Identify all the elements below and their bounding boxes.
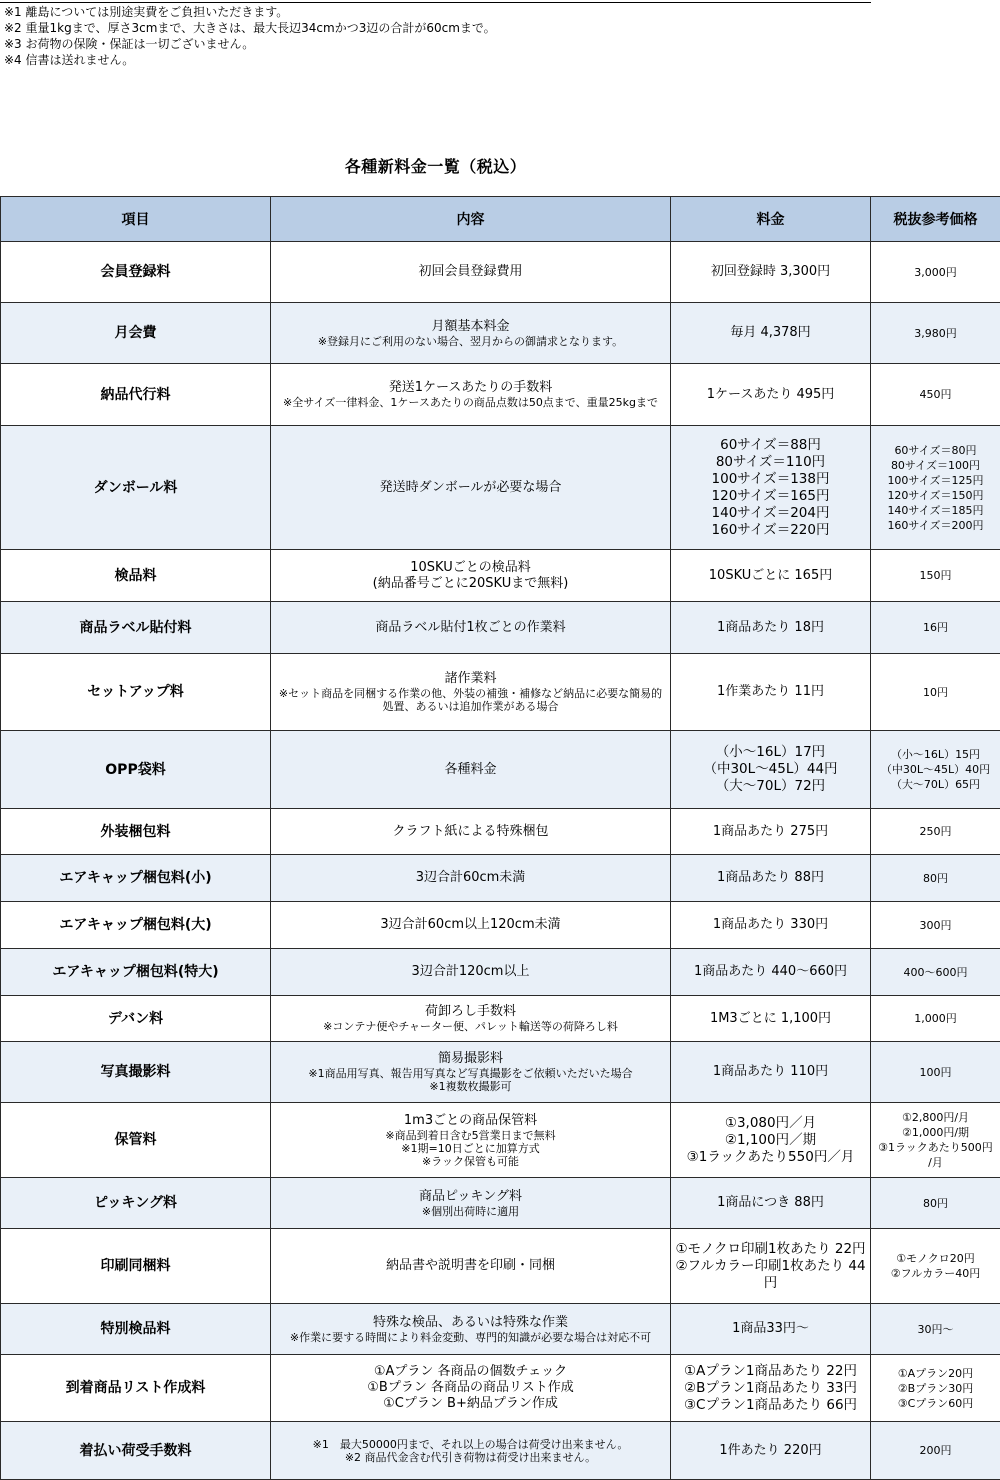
cell-item: 外装梱包料 (1, 809, 271, 855)
cell-item: 到着商品リスト作成料 (1, 1355, 271, 1422)
tax-excluded-line: 450円 (875, 387, 996, 402)
content-main: 納品書や説明書を印刷・同梱 (275, 1258, 666, 1274)
price-line: ③1ラックあたり550円／月 (675, 1149, 866, 1166)
table-row (1, 996, 1000, 1042)
cell-price (671, 550, 871, 602)
table-row (1, 1304, 1000, 1355)
tax-excluded-line: ②Bプラン30円 (875, 1381, 996, 1396)
table-row (1, 1178, 1000, 1229)
tax-excluded-line: 120サイズ＝150円 (875, 488, 996, 503)
cell-price (671, 809, 871, 855)
table-row (1, 550, 1000, 602)
cell-tax-excluded (871, 1229, 1000, 1304)
tax-excluded-line: 1,000円 (875, 1011, 996, 1026)
cell-content (271, 426, 671, 550)
tax-excluded-line: 160サイズ＝200円 (875, 518, 996, 533)
footnotes (4, 4, 496, 68)
price-line: （中30L～45L）44円 (675, 761, 866, 778)
tax-excluded-line: 80円 (875, 871, 996, 886)
cell-item: 納品代行料 (1, 364, 271, 426)
price-line: 1商品あたり 18円 (675, 620, 866, 636)
tax-excluded-line: 3,980円 (875, 326, 996, 341)
cell-content (271, 1178, 671, 1229)
price-line: 60サイズ＝88円 (675, 437, 866, 454)
tax-excluded-line: 16円 (875, 620, 996, 635)
price-line: 10SKUごとに 165円 (675, 568, 866, 584)
cell-price (671, 949, 871, 996)
cell-content (271, 1304, 671, 1355)
cell-tax-excluded (871, 1304, 1000, 1355)
tax-excluded-line: 30円～ (875, 1322, 996, 1337)
cell-item: 検品料 (1, 550, 271, 602)
cell-content (271, 364, 671, 426)
price-line: 1商品あたり 110円 (675, 1064, 866, 1080)
table-row (1, 364, 1000, 426)
cell-price (671, 1042, 871, 1103)
table-row (1, 731, 1000, 809)
tax-excluded-line: ①Aプラン20円 (875, 1366, 996, 1381)
cell-price (671, 1103, 871, 1178)
cell-item: エアキャップ梱包料(大) (1, 902, 271, 949)
price-line: ②Bプラン1商品あたり 33円 (675, 1380, 866, 1397)
content-main: 10SKUごとの検品料 (275, 560, 666, 576)
price-line: （小～16L）17円 (675, 744, 866, 761)
cell-item: 商品ラベル貼付料 (1, 602, 271, 654)
cell-price (671, 996, 871, 1042)
tax-excluded-line: ②フルカラー40円 (875, 1266, 996, 1281)
cell-item: 着払い荷受手数料 (1, 1422, 271, 1480)
top-rule (0, 2, 871, 3)
tax-excluded-line: ③1ラックあたり500円 (875, 1140, 996, 1155)
cell-tax-excluded (871, 654, 1000, 731)
header-price: 料金 (671, 197, 871, 242)
price-line: 毎月 4,378円 (675, 325, 866, 341)
cell-item: エアキャップ梱包料(特大) (1, 949, 271, 996)
cell-price (671, 602, 871, 654)
tax-excluded-line: 80サイズ＝100円 (875, 458, 996, 473)
cell-content (271, 1042, 671, 1103)
price-line: 1商品あたり 275円 (675, 824, 866, 840)
cell-tax-excluded (871, 426, 1000, 550)
content-note: ※コンテナ便やチャーター便、パレット輸送等の荷降ろし料 (275, 1020, 666, 1033)
cell-tax-excluded (871, 731, 1000, 809)
content-main: 諸作業料 (275, 671, 666, 687)
content-main: 商品ピッキング料 (275, 1189, 666, 1205)
price-line: ②1,100円／期 (675, 1132, 866, 1149)
cell-content (271, 902, 671, 949)
content-note: ※登録月にご利用のない場合、翌月からの御請求となります。 (275, 335, 666, 348)
content-main: 荷卸ろし手数料 (275, 1004, 666, 1020)
cell-price (671, 1229, 871, 1304)
cell-item: 月会費 (1, 303, 271, 364)
cell-content (271, 242, 671, 303)
cell-tax-excluded (871, 1422, 1000, 1480)
cell-tax-excluded (871, 364, 1000, 426)
cell-tax-excluded (871, 303, 1000, 364)
content-note: ※1期=10日ごとに加算方式 (275, 1142, 666, 1155)
price-line: 初回登録時 3,300円 (675, 264, 866, 280)
content-note: ※1複数枚撮影可 (275, 1080, 666, 1093)
content-main: クラフト紙による特殊梱包 (275, 824, 666, 840)
cell-tax-excluded (871, 1042, 1000, 1103)
cell-item: 保管料 (1, 1103, 271, 1178)
cell-price (671, 1304, 871, 1355)
cell-content (271, 654, 671, 731)
cell-tax-excluded (871, 1178, 1000, 1229)
price-line: 1商品あたり 88円 (675, 870, 866, 886)
content-note: ※商品到着日含む5営業日まで無料 (275, 1129, 666, 1142)
cell-content (271, 303, 671, 364)
content-main: 特殊な検品、あるいは特殊な作業 (275, 1315, 666, 1331)
cell-price (671, 1355, 871, 1422)
table-row (1, 303, 1000, 364)
price-line: 140サイズ＝204円 (675, 505, 866, 522)
cell-price (671, 1178, 871, 1229)
cell-tax-excluded (871, 902, 1000, 949)
table-row (1, 949, 1000, 996)
content-note: ※2 商品代金含む代引き荷物は荷受け出来ません。 (275, 1451, 666, 1464)
cell-price (671, 855, 871, 902)
price-line: ①モノクロ印刷1枚あたり 22円 (675, 1241, 866, 1258)
price-line: 1作業あたり 11円 (675, 684, 866, 700)
price-line: ①3,080円／月 (675, 1115, 866, 1132)
price-line: 80サイズ＝110円 (675, 454, 866, 471)
table-row (1, 1103, 1000, 1178)
table-row (1, 902, 1000, 949)
price-line: 1商品33円～ (675, 1321, 866, 1337)
tax-excluded-line: ①モノクロ20円 (875, 1251, 996, 1266)
cell-content (271, 1422, 671, 1480)
content-main: 発送1ケースあたりの手数料 (275, 380, 666, 396)
price-line: ②フルカラー印刷1枚あたり 44 (675, 1258, 866, 1275)
cell-price (671, 654, 871, 731)
table-row (1, 426, 1000, 550)
cell-tax-excluded (871, 602, 1000, 654)
tax-excluded-line: （大～70L）65円 (875, 777, 996, 792)
price-line: 100サイズ＝138円 (675, 471, 866, 488)
content-main: 3辺合計60cm未満 (275, 870, 666, 886)
tax-excluded-line: 300円 (875, 918, 996, 933)
content-note: ①Bプラン 各商品の商品リスト作成 (275, 1380, 666, 1396)
cell-content (271, 602, 671, 654)
price-line: 1件あたり 220円 (675, 1443, 866, 1459)
content-note: ※1商品用写真、報告用写真など写真撮影をご依頼いただいた場合 (275, 1067, 666, 1080)
tax-excluded-line: 200円 (875, 1443, 996, 1458)
footnote-4: ※4 信書は送れません。 (4, 52, 496, 68)
cell-tax-excluded (871, 1103, 1000, 1178)
table-row (1, 602, 1000, 654)
fee-table (0, 196, 1000, 1480)
tax-excluded-line: /月 (875, 1155, 996, 1170)
table-row (1, 809, 1000, 855)
cell-content (271, 1355, 671, 1422)
cell-tax-excluded (871, 550, 1000, 602)
price-line: ①Aプラン1商品あたり 22円 (675, 1363, 866, 1380)
cell-tax-excluded (871, 855, 1000, 902)
price-line: ③Cプラン1商品あたり 66円 (675, 1397, 866, 1414)
content-note: ※ラック保管も可能 (275, 1155, 666, 1168)
table-row (1, 1355, 1000, 1422)
cell-item: 特別検品料 (1, 1304, 271, 1355)
cell-item: 印刷同梱料 (1, 1229, 271, 1304)
content-main: 各種料金 (275, 762, 666, 778)
content-main: 商品ラベル貼付1枚ごとの作業料 (275, 620, 666, 636)
tax-excluded-line: 80円 (875, 1196, 996, 1211)
cell-tax-excluded (871, 242, 1000, 303)
cell-price (671, 303, 871, 364)
cell-tax-excluded (871, 1355, 1000, 1422)
cell-tax-excluded (871, 996, 1000, 1042)
content-main: 簡易撮影料 (275, 1051, 666, 1067)
tax-excluded-line: 150円 (875, 568, 996, 583)
price-line: 1ケースあたり 495円 (675, 387, 866, 403)
cell-item: 写真撮影料 (1, 1042, 271, 1103)
footnote-2: ※2 重量1kgまで、厚さ3cmまで、大きさは、最大長辺34cmかつ3辺の合計が60cmまで。 (4, 20, 496, 36)
cell-item: デバン料 (1, 996, 271, 1042)
content-main: 初回会員登録費用 (275, 264, 666, 280)
cell-item: OPP袋料 (1, 731, 271, 809)
cell-price (671, 364, 871, 426)
footnote-3: ※3 お荷物の保険・保証は一切ございません。 (4, 36, 496, 52)
tax-excluded-line: 3,000円 (875, 265, 996, 280)
price-line: 円 (675, 1275, 866, 1292)
content-main: 3辺合計60cm以上120cm未満 (275, 917, 666, 933)
tax-excluded-line: 140サイズ＝185円 (875, 503, 996, 518)
table-header-row (1, 197, 1000, 242)
content-main: 発送時ダンボールが必要な場合 (275, 480, 666, 496)
tax-excluded-line: ②1,000円/期 (875, 1125, 996, 1140)
content-main: ※1 最大50000円まで、それ以上の場合は荷受け出来ません。 (275, 1438, 666, 1451)
table-row (1, 855, 1000, 902)
content-note: ①Cプラン B+納品プラン作成 (275, 1396, 666, 1412)
table-row (1, 654, 1000, 731)
content-note: ※個別出荷時に適用 (275, 1205, 666, 1218)
table-row (1, 1229, 1000, 1304)
cell-content (271, 855, 671, 902)
content-note: ※作業に要する時間により料金変動、専門的知識が必要な場合は対応不可 (275, 1331, 666, 1344)
price-line: 1M3ごとに 1,100円 (675, 1011, 866, 1027)
price-line: 1商品あたり 440～660円 (675, 964, 866, 980)
cell-price (671, 902, 871, 949)
content-note: ※全サイズ一律料金、1ケースあたりの商品点数は50点まで、重量25kgまで (275, 396, 666, 409)
tax-excluded-line: 100円 (875, 1065, 996, 1080)
cell-content (271, 996, 671, 1042)
cell-price (671, 731, 871, 809)
content-note: ※セット商品を同梱する作業の他、外装の補強・補修など納品に必要な簡易的処置、あるいは追加作業がある場合 (275, 687, 666, 713)
cell-content (271, 731, 671, 809)
cell-content (271, 809, 671, 855)
table-row (1, 1042, 1000, 1103)
tax-excluded-line: （中30L～45L）40円 (875, 762, 996, 777)
footnote-1: ※1 離島については別途実費をご負担いただきます。 (4, 4, 496, 20)
table-row (1, 1422, 1000, 1480)
tax-excluded-line: 250円 (875, 824, 996, 839)
price-line: 1商品につき 88円 (675, 1195, 866, 1211)
cell-item: ピッキング料 (1, 1178, 271, 1229)
table-body (1, 242, 1000, 1480)
cell-content (271, 949, 671, 996)
cell-item: セットアップ料 (1, 654, 271, 731)
tax-excluded-line: 100サイズ＝125円 (875, 473, 996, 488)
cell-tax-excluded (871, 949, 1000, 996)
content-main: 3辺合計120cm以上 (275, 964, 666, 980)
content-main: 月額基本料金 (275, 319, 666, 335)
tax-excluded-line: 60サイズ＝80円 (875, 443, 996, 458)
content-main: 1m3ごとの商品保管料 (275, 1113, 666, 1129)
page-title: 各種新料金一覧（税込） (0, 154, 871, 177)
table-row (1, 242, 1000, 303)
price-line: 160サイズ＝220円 (675, 522, 866, 539)
price-line: 120サイズ＝165円 (675, 488, 866, 505)
price-line: （大～70L）72円 (675, 778, 866, 795)
tax-excluded-line: 400～600円 (875, 965, 996, 980)
tax-excluded-line: （小～16L）15円 (875, 747, 996, 762)
header-content: 内容 (271, 197, 671, 242)
cell-item: 会員登録料 (1, 242, 271, 303)
cell-price (671, 426, 871, 550)
cell-item: ダンボール料 (1, 426, 271, 550)
tax-excluded-line: 10円 (875, 685, 996, 700)
price-line: 1商品あたり 330円 (675, 917, 866, 933)
content-main: ①Aプラン 各商品の個数チェック (275, 1364, 666, 1380)
cell-content (271, 1229, 671, 1304)
tax-excluded-line: ①2,800円/月 (875, 1110, 996, 1125)
header-item: 項目 (1, 197, 271, 242)
cell-tax-excluded (871, 809, 1000, 855)
cell-content (271, 550, 671, 602)
cell-price (671, 242, 871, 303)
cell-price (671, 1422, 871, 1480)
cell-content (271, 1103, 671, 1178)
header-tax-excluded: 税抜参考価格 (871, 197, 1000, 242)
content-note: (納品番号ごとに20SKUまで無料) (275, 576, 666, 592)
tax-excluded-line: ③Cプラン60円 (875, 1396, 996, 1411)
cell-item: エアキャップ梱包料(小) (1, 855, 271, 902)
